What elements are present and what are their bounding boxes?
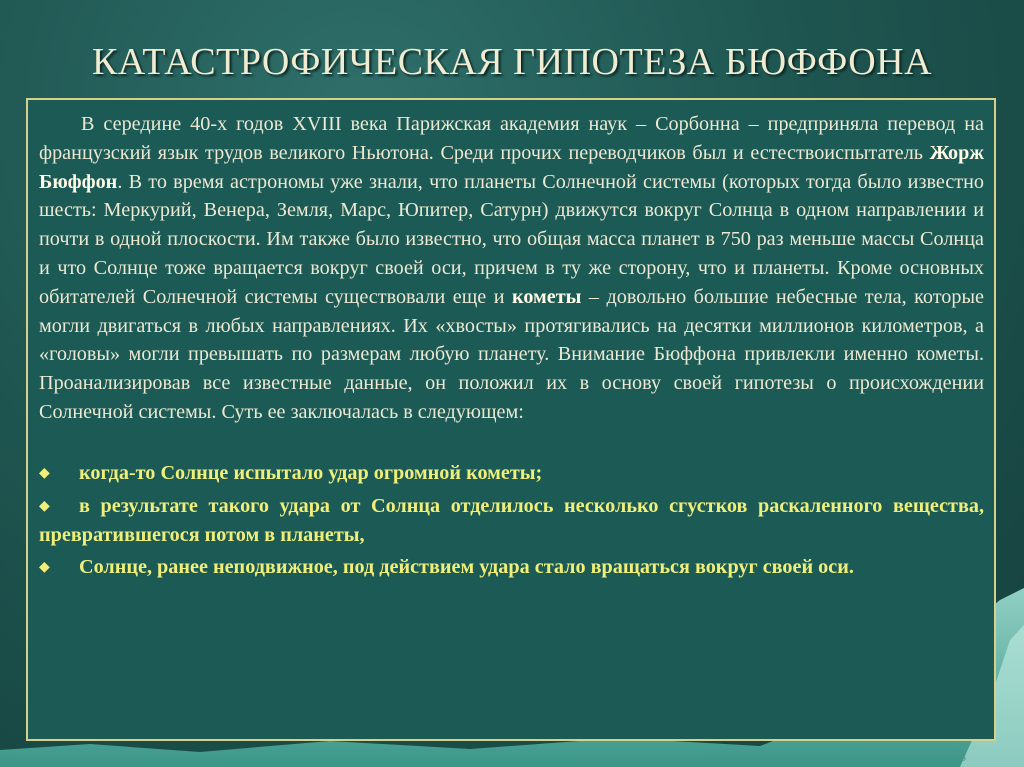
buffon-name: Жорж Бюффон — [39, 141, 984, 193]
diamond-bullet-icon: ◆ — [39, 465, 50, 481]
comets-term: кометы — [511, 285, 582, 308]
paragraph-text-3: – довольно большие небесные тела, которые могли двигаться в любых направлениях. Их «хвосты» протягивались на десятки миллионов километров, а «головы» могли превышать по размерам любую планету. Внимание Бюффона привлекли именно кометы. Проанализировав все известные данные, он положил их в основу своей гипотезы о происхождении Солнечной системы. Суть ее заключалась в следующем: — [39, 285, 984, 423]
bullet-text: Солнце, ранее неподвижное, под действием удара стало вращаться вокруг своей оси. — [79, 556, 854, 579]
bullet-item — [39, 553, 984, 583]
content-box — [26, 98, 996, 741]
hypothesis-bullet-list — [39, 459, 984, 583]
intro-paragraph — [39, 110, 984, 427]
bullet-text: в результате такого удара от Солнца отделилось несколько сгустков раскаленного вещества, превратившегося потом в планеты, — [39, 494, 984, 547]
paragraph-text-2: . В то время астрономы уже знали, что планеты Солнечной системы (которых тогда было известно шесть: Меркурий, Венера, Земля, Марс, Юпитер, Сатурн) движутся вокруг Солнца в одном направлении и почти в одной плоскости. Им также было известно, что общая масса планет в 750 раз меньше массы Солнца и что Солнце тоже вращается вокруг своей оси, причем в ту же сторону, что и планеты. Кроме основных обитателей Солнечной системы существовали еще и — [39, 170, 984, 308]
paragraph-text-1: В середине 40-х годов XVIII века Парижская академия наук – Сорбонна – предприняла перевод на французский язык трудов великого Ньютона. Среди прочих переводчиков был и естествоиспытатель — [39, 113, 984, 164]
diamond-bullet-icon: ◆ — [39, 498, 50, 514]
diamond-bullet-icon: ◆ — [39, 560, 50, 576]
slide-title: КАТАСТРОФИЧЕСКАЯ ГИПОТЕЗА БЮФФОНА — [91, 41, 933, 83]
bullet-text: когда-то Солнце испытало удар огромной кометы; — [79, 461, 543, 484]
bullet-item — [39, 459, 984, 489]
page-number: 5 — [960, 750, 966, 764]
bullet-item — [39, 492, 984, 551]
